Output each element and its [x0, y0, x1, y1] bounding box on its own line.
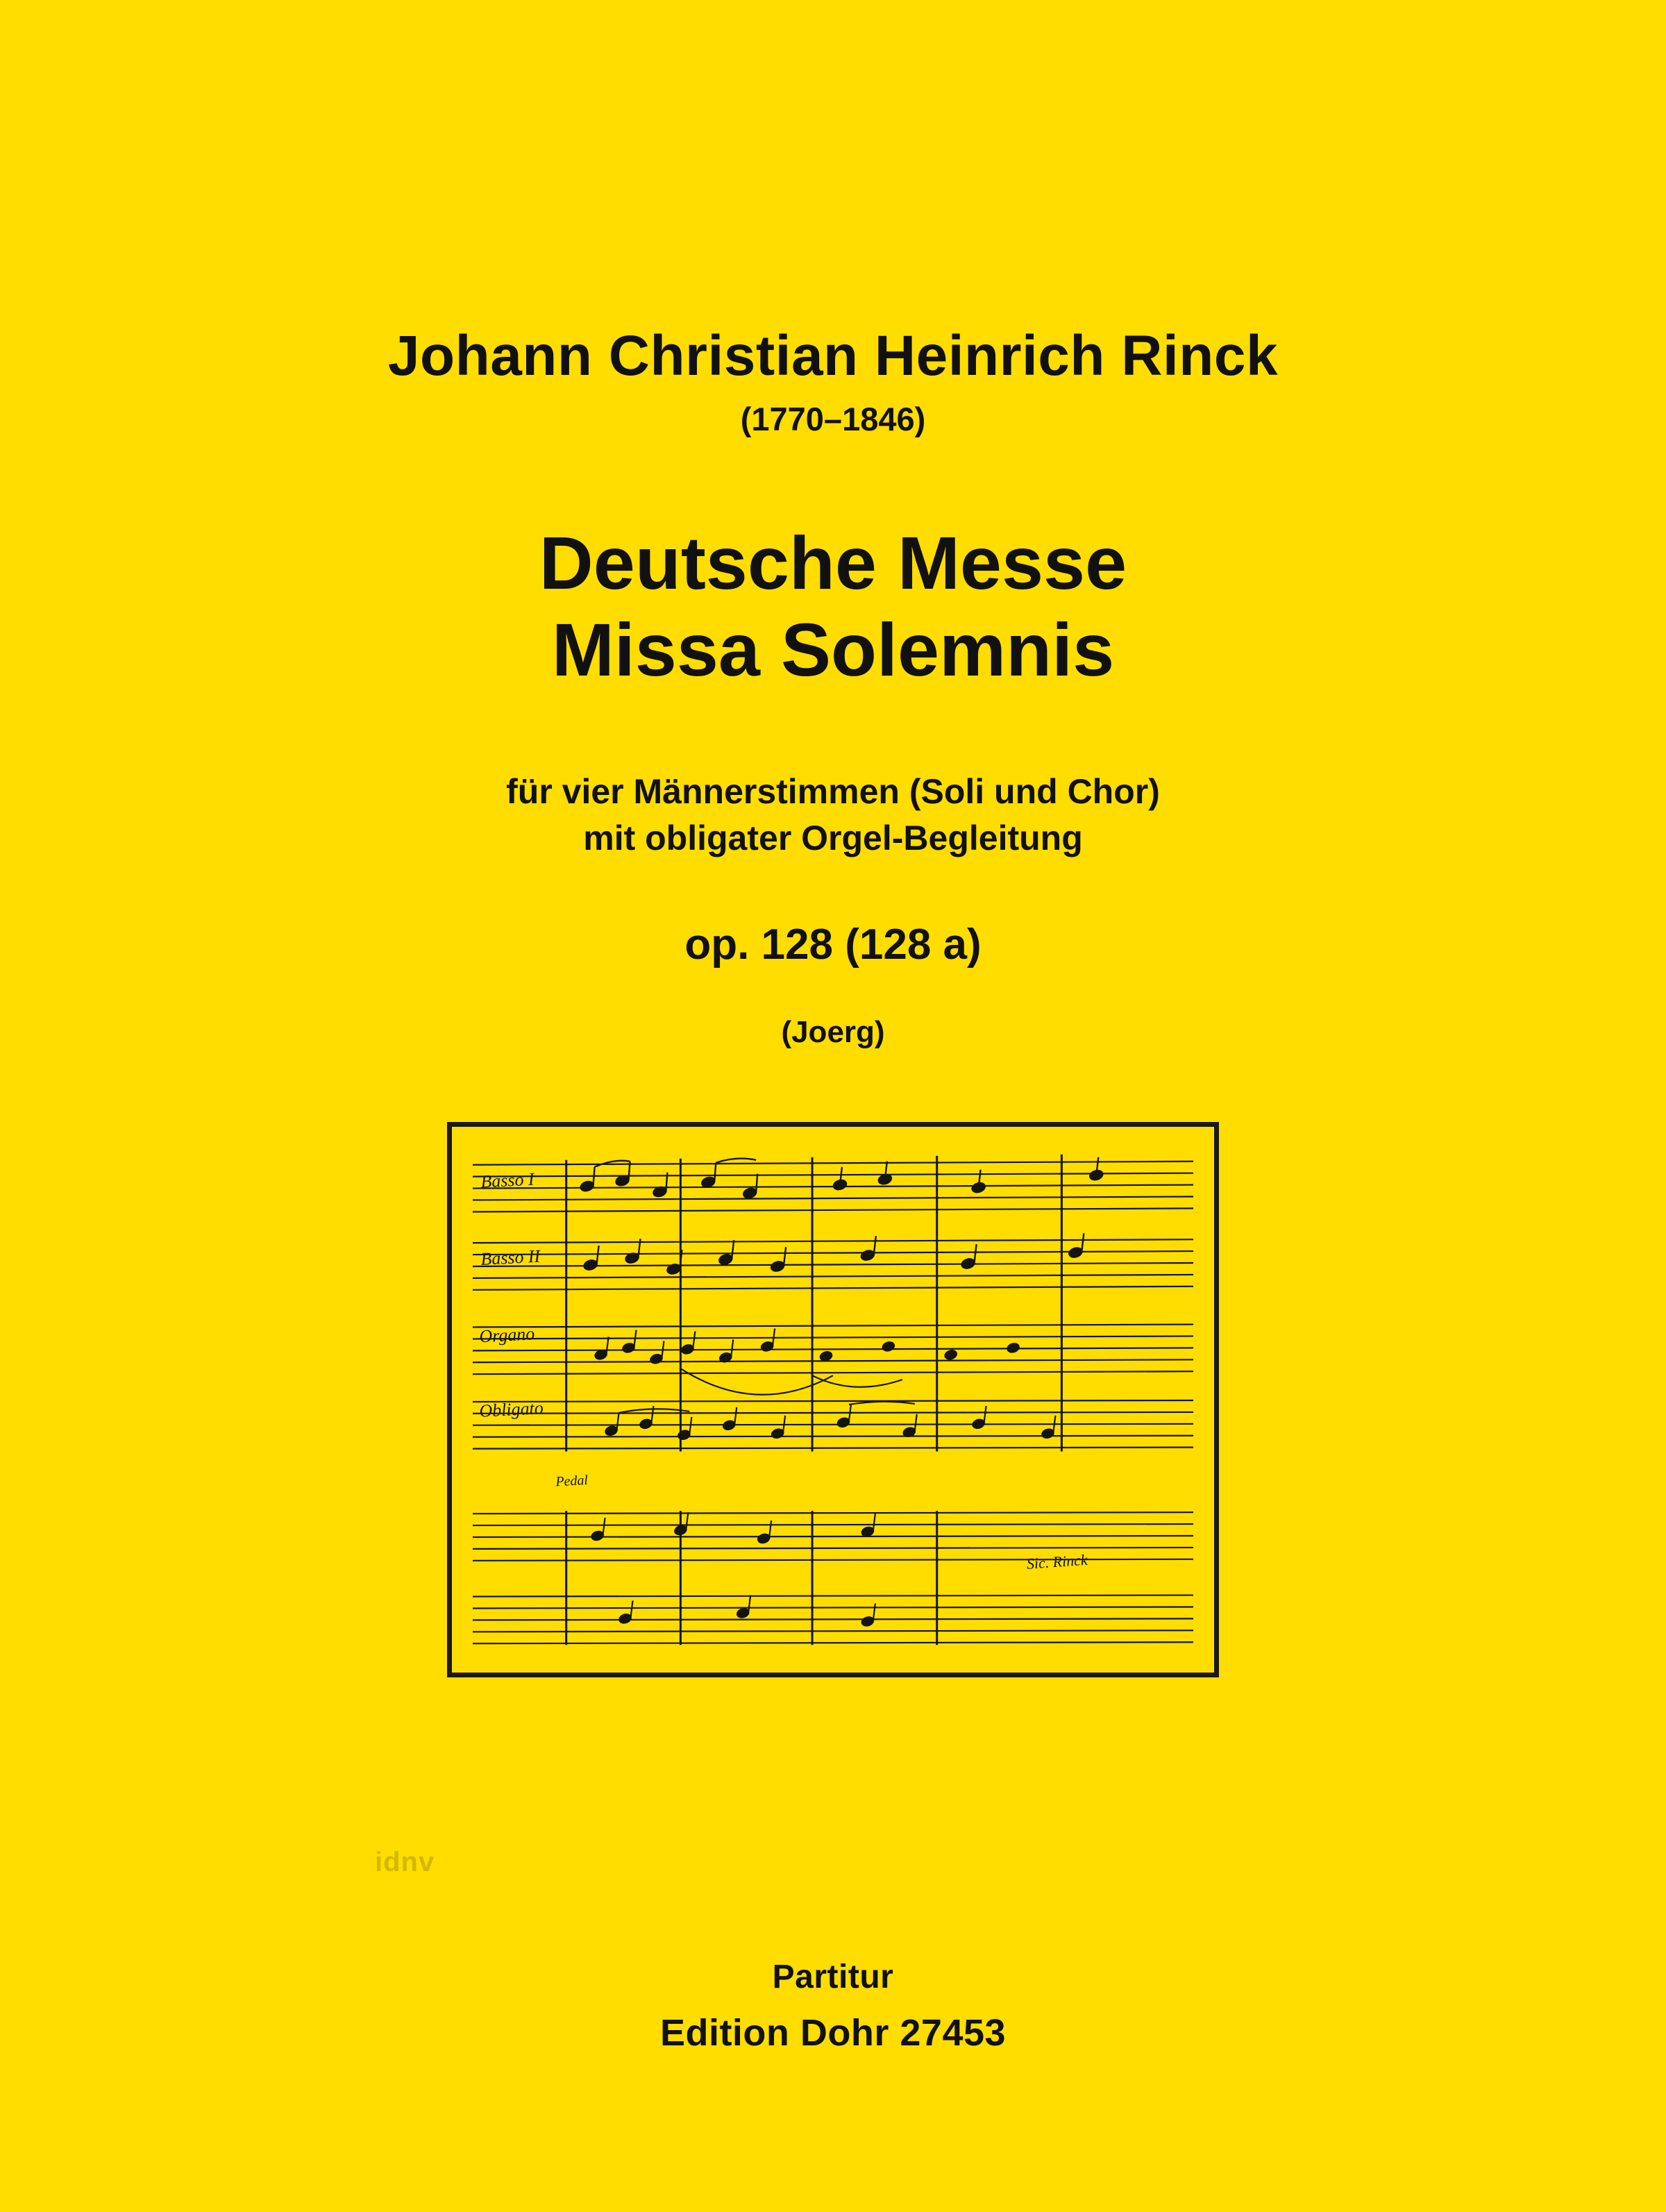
facsimile-image	[447, 1122, 1219, 1677]
page-title	[539, 521, 1127, 692]
composer-name: Johann Christian Heinrich Rinck	[387, 324, 1279, 387]
edition-number: Edition Dohr 27453	[659, 2012, 1007, 2054]
subtitle-line-1: für vier Männerstimmen (Soli und Chor)	[506, 772, 1160, 811]
svg-text:Basso II: Basso II	[480, 1246, 541, 1269]
editor-name: (Joerg)	[781, 1015, 885, 1049]
svg-text:Basso I: Basso I	[480, 1168, 535, 1192]
facsimile-figure	[447, 1122, 1219, 1677]
score-type-label: Partitur	[772, 1959, 894, 1995]
svg-text:Obligato: Obligato	[478, 1398, 544, 1421]
composer-dates: (1770–1846)	[740, 401, 926, 438]
manuscript-drawing	[452, 1127, 1214, 1673]
opus-number: op. 128 (128 a)	[684, 921, 982, 969]
subtitle	[506, 769, 1160, 862]
svg-text:Organo: Organo	[478, 1323, 535, 1347]
svg-text:Sic. Rinck: Sic. Rinck	[1026, 1550, 1088, 1573]
svg-text:Pedal: Pedal	[555, 1472, 589, 1490]
watermark-idnv: idnv	[375, 1847, 435, 1877]
title-line-2: Missa Solemnis	[551, 608, 1115, 692]
subtitle-line-2: mit obligater Orgel-Begleitung	[583, 819, 1083, 857]
title-line-1: Deutsche Messe	[539, 521, 1127, 605]
footer	[0, 1958, 1666, 2054]
